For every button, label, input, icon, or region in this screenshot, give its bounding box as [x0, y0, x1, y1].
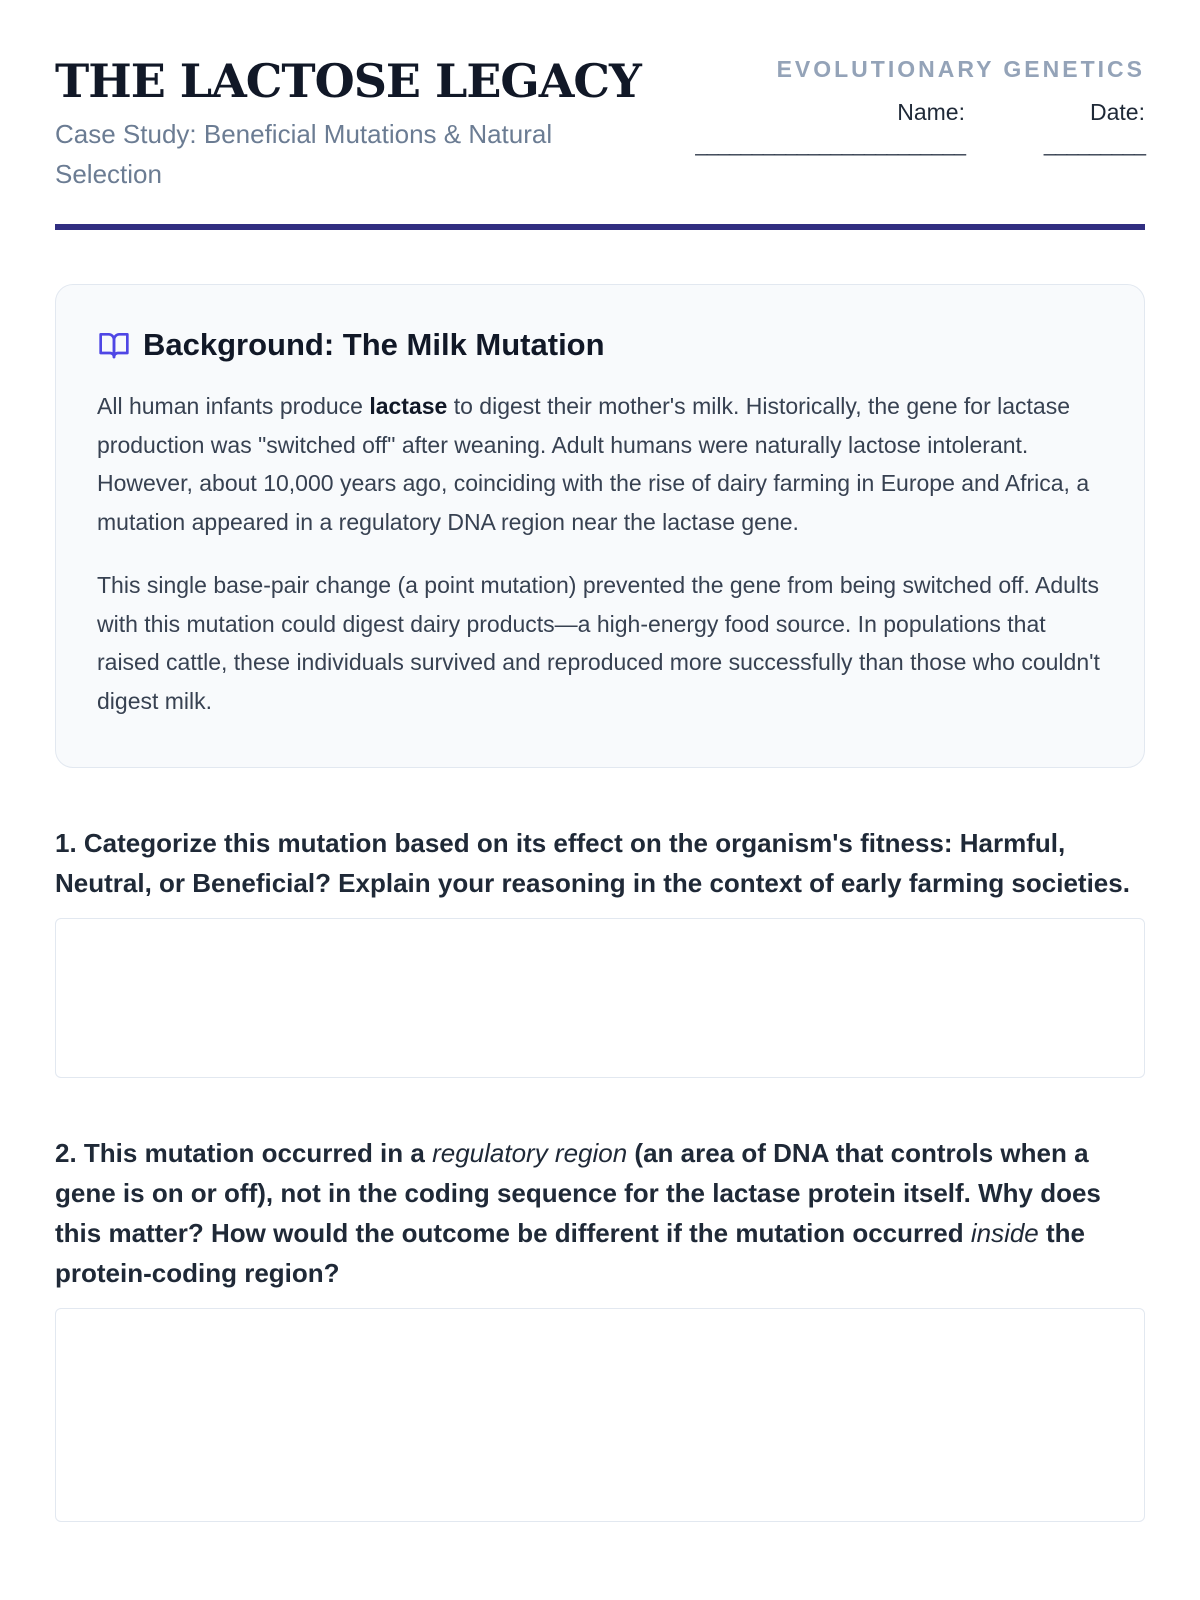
name-label: Name:	[897, 99, 965, 125]
page-title: THE LACTOSE LEGACY	[55, 54, 641, 108]
page-subtitle: Case Study: Beneficial Mutations & Natural Selection	[55, 119, 553, 189]
subject-label: EVOLUTIONARY GENETICS	[776, 56, 1145, 82]
inside-term: inside	[970, 1218, 1039, 1248]
name-field[interactable]	[695, 96, 965, 160]
answer-box-2[interactable]	[55, 1308, 1145, 1522]
open-book-icon	[97, 329, 131, 361]
worksheet-header	[55, 0, 1145, 230]
question-1: 1. Categorize this mutation based on its effect on the organism's fitness: Harmful, Neutral, or Beneficial? Explain your reasoning in the context of early farming societies.	[55, 828, 1130, 898]
name-blank-line: ________________________	[695, 131, 965, 156]
question-text: 2. This mutation occurred in a	[55, 1138, 433, 1168]
date-field[interactable]	[1044, 96, 1145, 160]
question-text: the protein-coding region?	[55, 1218, 1085, 1288]
background-paragraph-1	[97, 387, 1104, 541]
date-blank-line: _________	[1043, 131, 1145, 156]
lactase-term: lactase	[369, 393, 448, 419]
background-heading	[97, 327, 1104, 363]
paragraph-text: to digest their mother's milk. Historically, the gene for lactase production was "switched off" after weaning. Adult humans were naturally lactose intolerant. However, about 10,000 years ago, coinciding with the rise of dairy farming in Europe and Africa, a mutation appeared in a regulatory DNA region near the lactase gene.	[97, 393, 1090, 535]
regulatory-region-term: regulatory region	[432, 1138, 628, 1168]
background-paragraph-2: This single base-pair change (a point mutation) prevented the gene from being switched off. Adults with this mutation could digest dairy products—a high-energy food source. In populations that raised cattle, these individuals survived and reproduced more successfully than those who couldn't digest milk.	[97, 572, 1100, 714]
background-heading-text: Background: The Milk Mutation	[143, 327, 605, 362]
answer-box-1[interactable]	[55, 918, 1145, 1078]
background-panel	[55, 284, 1145, 768]
question-text: (an area of DNA that controls when a gene is on or off), not in the coding sequence for the lactase protein itself. Why does this matter? How would the outcome be different if the mutation occurred	[55, 1138, 1101, 1248]
question-2	[55, 1133, 1145, 1293]
paragraph-text: All human infants produce	[97, 393, 370, 419]
date-label: Date:	[1090, 99, 1145, 125]
